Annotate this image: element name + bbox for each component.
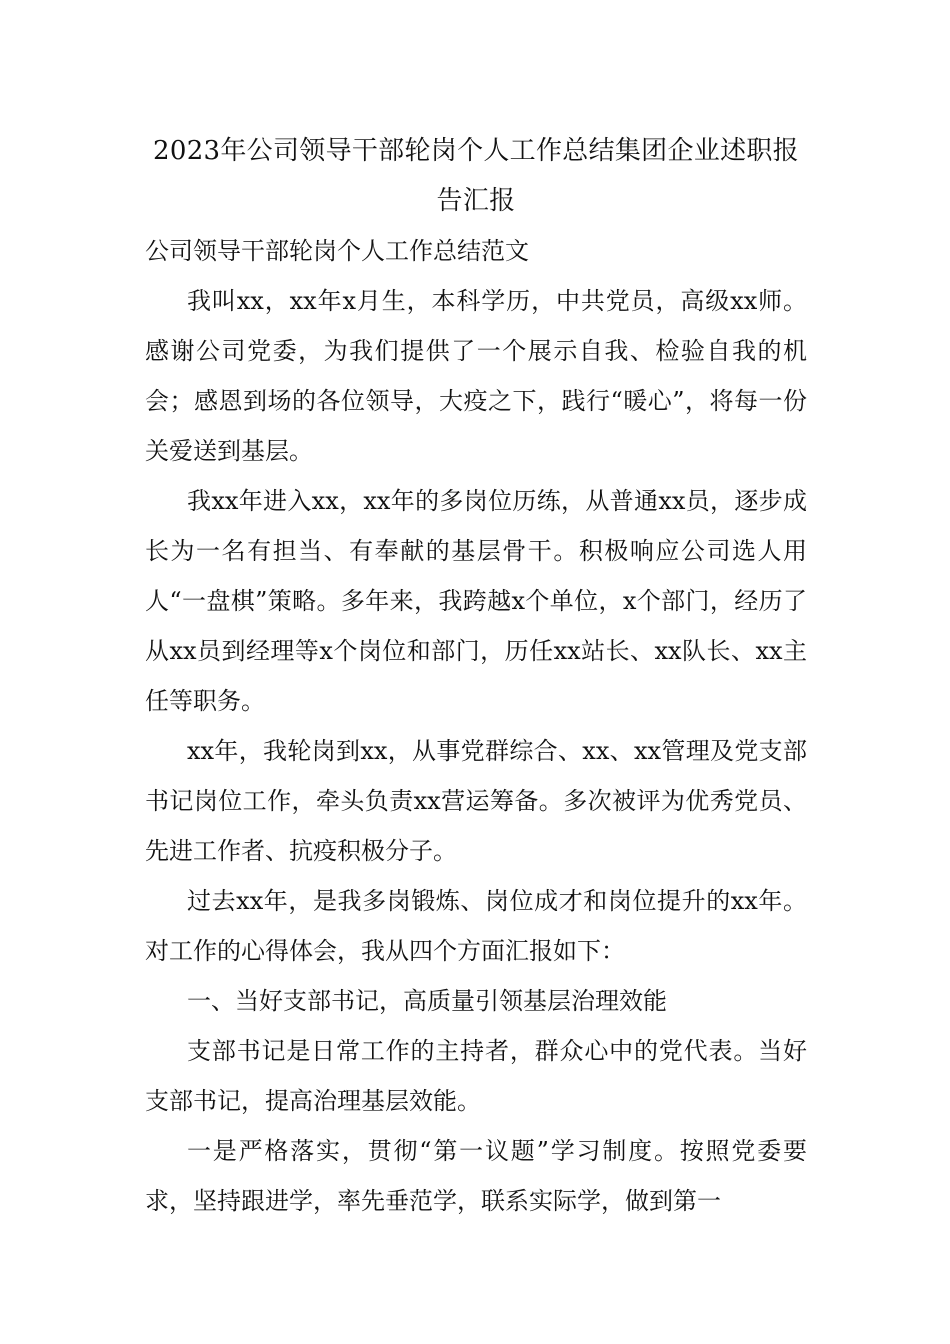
paragraph-section-point-one: 一是严格落实，贯彻“第一议题”学习制度。按照党委要求，坚持跟进学，率先垂范学，联系实际学，做到第一 — [145, 1137, 807, 1215]
paragraph-summary: 过去xx年，是我多岗锻炼、岗位成才和岗位提升的xx年。对工作的心得体会，我从四个方面汇报如下： — [145, 887, 807, 965]
paragraph-intro: 我叫xx，xx年x月生，本科学历，中共党员，高级xx师。感谢公司党委，为我们提供了一个展示自我、检验自我的机会；感恩到场的各位领导，大疫之下，践行“暖心”，将每一份关爱送到基层。 — [145, 287, 807, 465]
section-heading: 一、当好支部书记，高质量引领基层治理效能 — [187, 987, 667, 1015]
paragraph-rotation: xx年，我轮岗到xx，从事党群综合、xx、xx管理及党支部书记岗位工作，牵头负责xx营运筹备。多次被评为优秀党员、先进工作者、抗疫积极分子。 — [145, 737, 807, 865]
document-title: 2023年公司领导干部轮岗个人工作总结集团企业述职报告汇报 — [153, 136, 799, 216]
paragraph-section-intro: 支部书记是日常工作的主持者，群众心中的党代表。当好支部书记，提高治理基层效能。 — [145, 1037, 807, 1115]
paragraph-career: 我xx年进入xx，xx年的多岗位历练，从普通xx员，逐步成长为一名有担当、有奉献的基层骨干。积极响应公司选人用人“一盘棋”策略。多年来，我跨越x个单位，x个部门，经历了从xx员到经理等x个岗位和部门，历任xx站长、xx队长、xx主任等职务。 — [145, 487, 807, 715]
document-subtitle: 公司领导干部轮岗个人工作总结范文 — [145, 237, 529, 265]
document-body — [145, 126, 807, 1226]
